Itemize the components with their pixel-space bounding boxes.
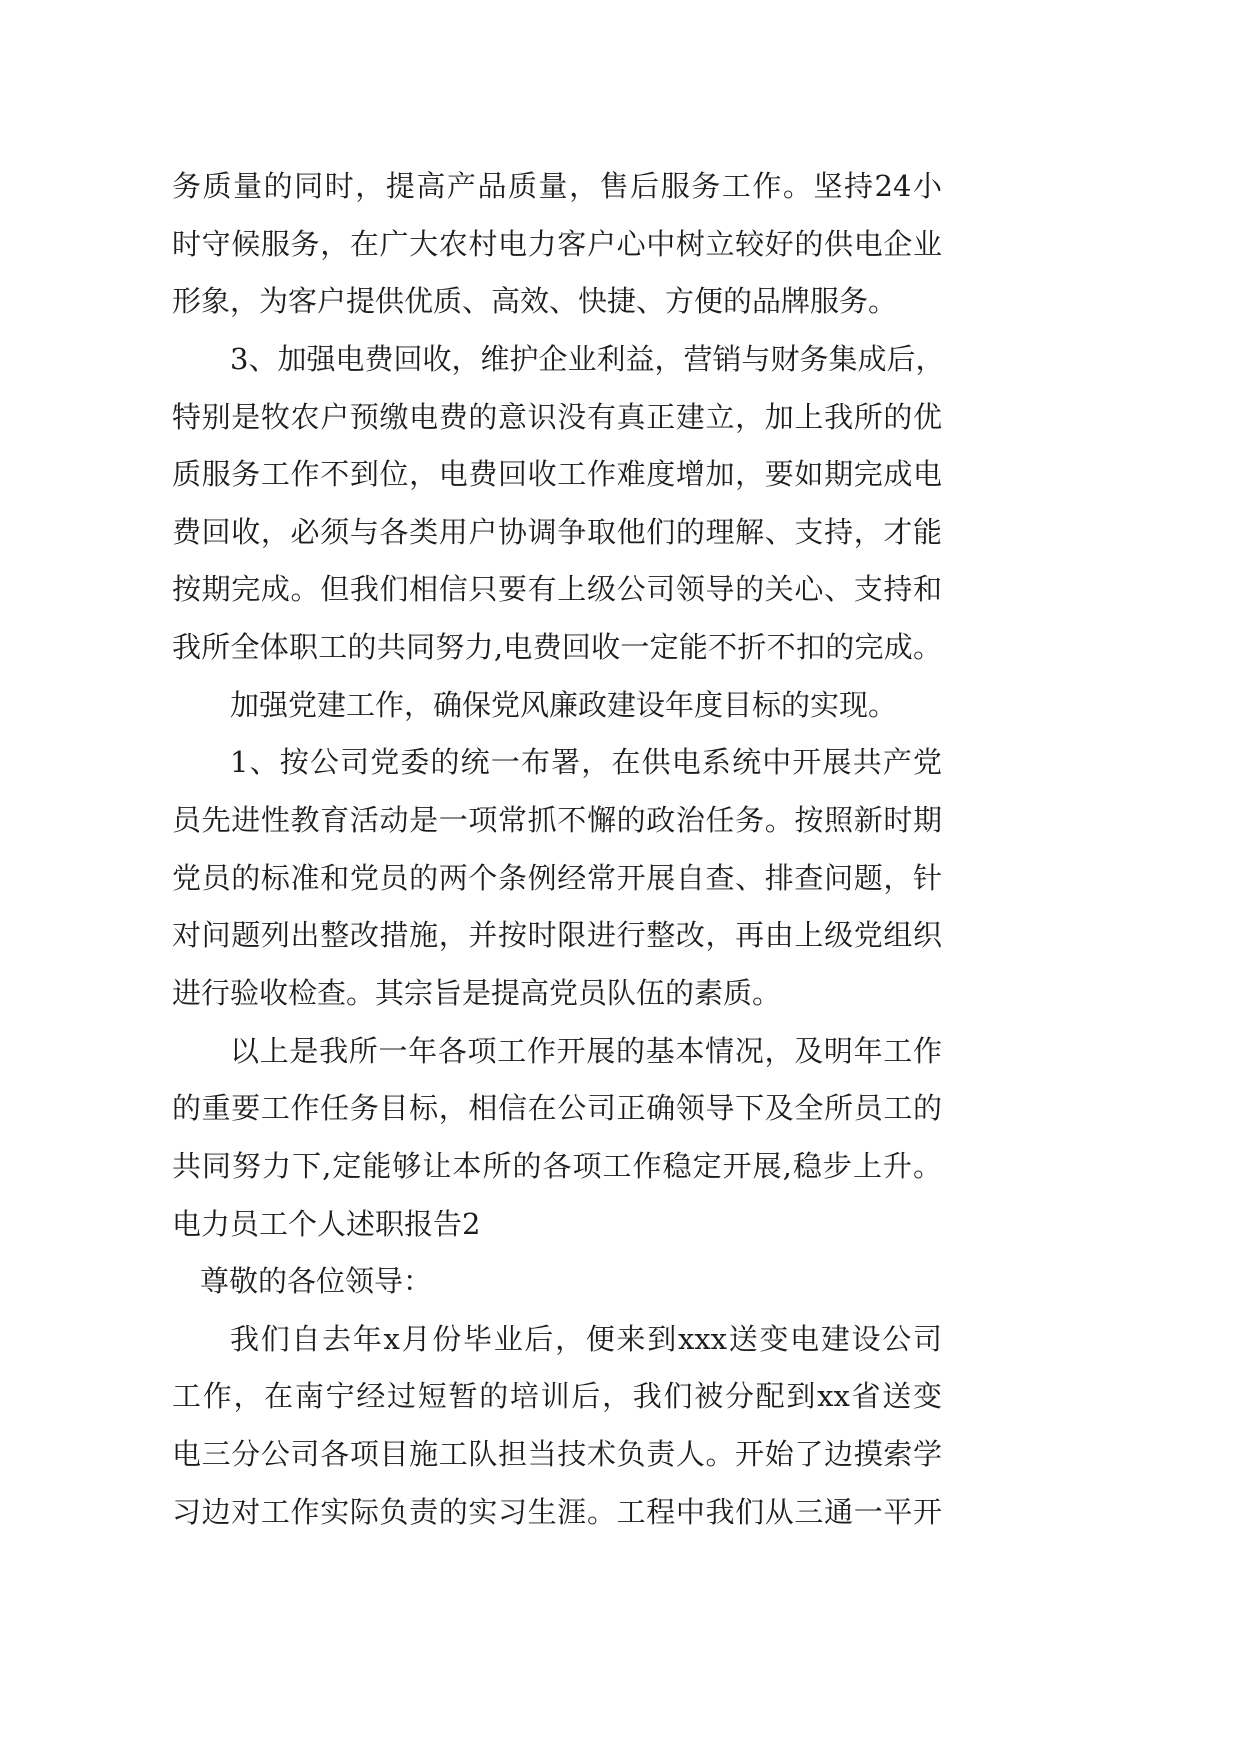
paragraph-line: 的重要工作任务目标，相信在公司正确领导下及全所员工的 (172, 1091, 942, 1126)
paragraph (172, 331, 945, 677)
paragraph-line: 质服务工作不到位，电费回收工作难度增加，要如期完成电 (172, 457, 942, 492)
paragraph-line: 特别是牧农户预缴电费的意识没有真正建立，加上我所的优 (172, 399, 942, 434)
paragraph (172, 1023, 942, 1196)
paragraph (172, 677, 942, 735)
paragraph (172, 734, 942, 1022)
paragraph-line: 1、按公司党委的统一布署，在供电系统中开展共产党 (230, 745, 942, 780)
paragraph (172, 1311, 942, 1542)
paragraph-line: 共同努力下,定能够让本所的各项工作稳定开展,稳步上升。 (172, 1148, 942, 1183)
paragraph-line: 工作，在南宁经过短暂的培训后，我们被分配到xx省送变 (172, 1379, 942, 1414)
paragraph-line: 我所全体职工的共同努力,电费回收一定能不折不扣的完成。 (172, 630, 942, 665)
paragraph-line: 进行验收检查。其宗旨是提高党员队伍的素质。 (172, 975, 782, 1010)
paragraph-line: 加强党建工作，确保党风廉政建设年度目标的实现。 (230, 687, 898, 722)
paragraph-line: 对问题列出整改措施，并按时限进行整改，再由上级党组织 (172, 918, 942, 953)
paragraph-line: 3、加强电费回收，维护企业利益，营销与财务集成后， (230, 341, 945, 376)
paragraph-line: 电三分公司各项目施工队担当技术负责人。开始了边摸索学 (172, 1437, 942, 1472)
paragraph-line: 以上是我所一年各项工作开展的基本情况，及明年工作 (230, 1033, 942, 1068)
document-body (172, 158, 945, 1541)
section-heading: 电力员工个人述职报告2 (172, 1206, 481, 1241)
paragraph-line: 费回收，必须与各类用户协调争取他们的理解、支持，才能 (172, 514, 942, 549)
paragraph-line: 按期完成。但我们相信只要有上级公司领导的关心、支持和 (172, 572, 942, 607)
paragraph-line: 党员的标准和党员的两个条例经常开展自查、排查问题，针 (172, 860, 942, 895)
paragraph-line: 员先进性教育活动是一项常抓不懈的政治任务。按照新时期 (172, 803, 942, 838)
paragraph-line: 形象，为客户提供优质、高效、快捷、方便的品牌服务。 (172, 284, 898, 319)
salutation: 尊敬的各位领导： (200, 1264, 433, 1299)
paragraph-line: 时守候服务，在广大农村电力客户心中树立较好的供电企业 (172, 226, 942, 261)
paragraph-line: 习边对工作实际负责的实习生涯。工程中我们从三通一平开 (172, 1494, 942, 1529)
paragraph (172, 158, 942, 331)
paragraph-line: 务质量的同时，提高产品质量，售后服务工作。坚持24小 (172, 169, 942, 203)
paragraph-line: 我们自去年x月份毕业后，便来到xxx送变电建设公司 (230, 1321, 942, 1356)
